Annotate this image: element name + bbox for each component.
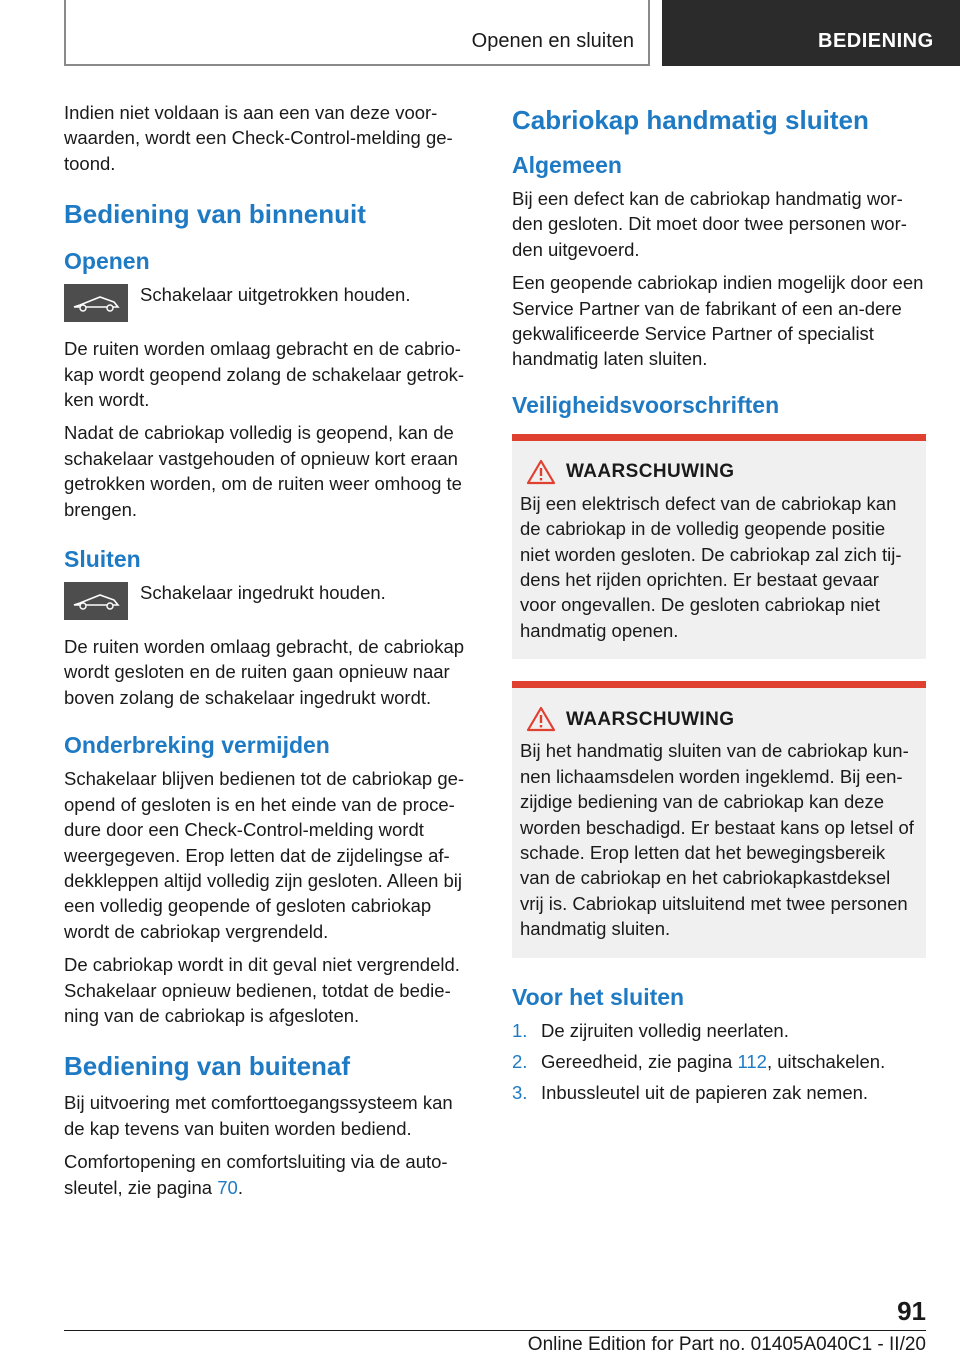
open-paragraph-1: De ruiten worden omlaag gebracht en de cabrio-kap wordt geopend zolang de schakelaar getrok-ken wordt.	[64, 338, 465, 411]
intro-paragraph: Indien niet voldaan is aan een van deze voor-waarden, wordt een Check-Control-melding ge-toond.	[64, 102, 453, 174]
warning-label-1: WAARSCHUWING	[566, 461, 735, 483]
close-paragraph-1: De ruiten worden omlaag gebracht, de cabriokap wordt gesloten en de ruiten gaan opnieuw naar boven zolang de schakelaar ingedrukt wordt.	[64, 636, 465, 708]
page-number: 91	[897, 1296, 926, 1326]
warning-text-1: Bij een elektrisch defect van de cabriokap kan de cabriokap in de volledig geopende positie niet worden gesloten. De cabriokap zal zich tij-dens het rijden oprichten. Er bestaat gevaar voor ongevallen. De gesloten cabriokap niet handmatig openen.	[520, 492, 902, 641]
outside-paragraph-2-text: Comfortopening en comfortsluiting via de auto-sleutel, zie pagina	[64, 1151, 448, 1198]
page-link-70[interactable]: 70	[217, 1176, 238, 1198]
outside-paragraph-2	[64, 1149, 478, 1200]
heading-open: Openen	[64, 248, 150, 275]
outside-paragraph-2-end: .	[237, 1176, 243, 1198]
interrupt-paragraph-1: Schakelaar blijven bedienen tot de cabriokap ge-opend of gesloten is en het einde van de proce-dure door een Check-Control-melding wordt weergegeven. Erop letten dat de zijdelingse af-dekkleppen altijd volledig zijn gesloten. Alleen bij een volledig geopende of gesloten cabriokap wordt de cabriokap vergrendeld.	[64, 768, 465, 942]
list-item	[512, 1018, 926, 1043]
page-header	[0, 0, 960, 66]
heading-close: Sluiten	[64, 546, 141, 573]
step-text	[541, 1049, 885, 1074]
convertible-close-switch-icon	[64, 582, 128, 620]
step-text-main: Gereedheid, zie pagina	[541, 1050, 738, 1072]
right-column	[512, 100, 926, 1112]
heading-inside: Bediening van binnenuit	[64, 199, 366, 230]
warning-title-1	[520, 459, 918, 485]
section-tab: BEDIENING	[662, 0, 960, 66]
heading-interrupt: Onderbreking vermijden	[64, 732, 330, 759]
step-text-main: De zijruiten volledig neerlaten.	[541, 1019, 789, 1041]
open-switch-row	[64, 282, 478, 322]
warning-label-2: WAARSCHUWING	[566, 708, 735, 730]
step-text-main: Inbussleutel uit de papieren zak nemen.	[541, 1082, 869, 1104]
list-item	[512, 1080, 926, 1105]
heading-safety: Veiligheidsvoorschriften	[512, 391, 780, 418]
page-link-112[interactable]: 112	[737, 1050, 767, 1072]
step-number: 2.	[512, 1050, 528, 1072]
chapter-title: Openen en sluiten	[471, 30, 634, 52]
warning-title-2	[520, 706, 918, 732]
general-paragraph-1: Bij een defect kan de cabriokap handmatig wor-den gesloten. Dit moet door twee personen wor-den uitgevoerd.	[512, 188, 907, 260]
step-number: 1.	[512, 1019, 528, 1041]
left-column	[64, 100, 478, 1208]
warning-box-1	[512, 434, 926, 659]
open-switch-text: Schakelaar uitgetrokken houden.	[140, 284, 411, 306]
warning-triangle-icon	[526, 706, 556, 732]
warning-text-2: Bij het handmatig sluiten van de cabriokap kun-nen lichaamsdelen worden ingeklemd. Bij een-zijdige bediening van de cabriokap kan deze worden beschadigd. Er bestaat kans op letsel of schade. Erop letten dat het bewegingsbereik van de cabriokap en het cabriokapkastdeksel vrij is. Cabriokap uitsluitend met twee personen handmatig sluiten.	[520, 740, 914, 940]
step-text	[541, 1080, 868, 1105]
close-switch-row	[64, 580, 478, 620]
heading-outside: Bediening van buitenaf	[64, 1051, 351, 1082]
convertible-open-switch-icon	[64, 284, 128, 322]
warning-box-2	[512, 681, 926, 957]
footer-divider	[64, 1330, 926, 1331]
footer-edition: Online Edition for Part no. 01405A040C1 - II/20	[527, 1334, 926, 1355]
step-number: 3.	[512, 1082, 528, 1104]
heading-before-closing: Voor het sluiten	[512, 983, 685, 1010]
general-paragraph-2: Een geopende cabriokap indien mogelijk door een Service Partner van de fabrikant of een an-dere gekwalificeerde Service Partner of specialist handmatig laten sluiten.	[512, 272, 924, 370]
heading-manual-close: Cabriokap handmatig sluiten	[512, 105, 869, 135]
close-switch-text: Schakelaar ingedrukt houden.	[140, 582, 386, 604]
interrupt-paragraph-2: De cabriokap wordt in dit geval niet vergrendeld. Schakelaar opnieuw bedienen, totdat de bedie-ning van de cabriokap is afgesloten.	[64, 954, 460, 1026]
step-text-end: , uitschakelen.	[766, 1050, 886, 1072]
heading-general: Algemeen	[512, 152, 622, 178]
steps-list	[512, 1018, 926, 1106]
warning-triangle-icon	[526, 459, 556, 485]
step-text	[541, 1018, 789, 1043]
open-paragraph-2: Nadat de cabriokap volledig is geopend, kan de schakelaar vastgehouden of opnieuw kort eraan getrokken worden, om de ruiten weer omhoog te brengen.	[64, 422, 462, 520]
outside-paragraph-1: Bij uitvoering met comforttoegangssysteem kan de kap tevens van buiten worden bediend.	[64, 1092, 453, 1139]
list-item	[512, 1049, 926, 1074]
